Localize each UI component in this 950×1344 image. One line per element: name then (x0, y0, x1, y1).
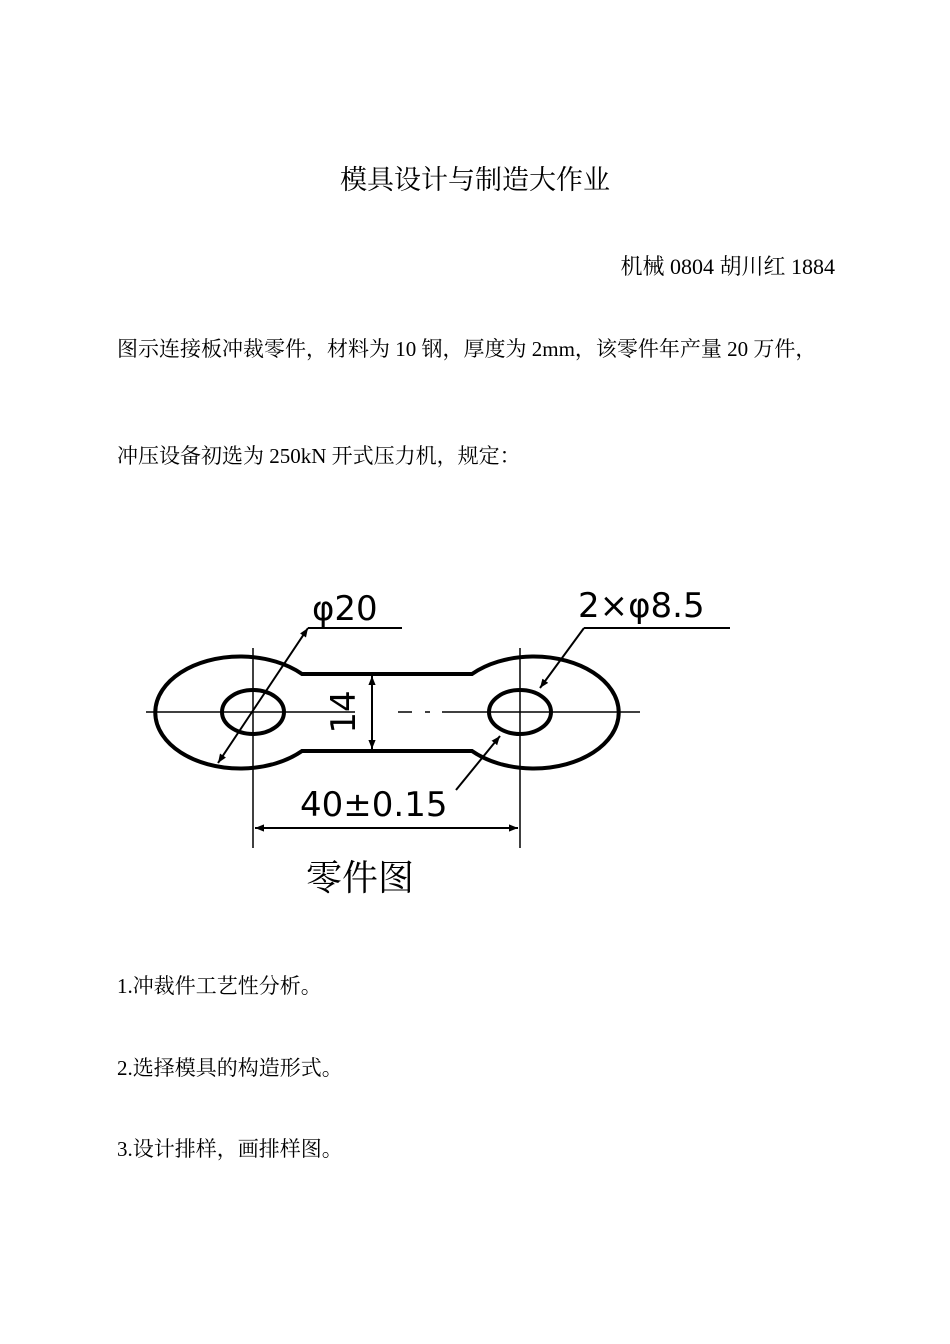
dim-center-distance: 40±0.15 (300, 785, 448, 825)
document-title: 模具设计与制造大作业 (340, 165, 610, 195)
dim-phi20: φ20 (312, 589, 378, 629)
problem-paragraph-1: 图示连接板冲裁零件，材料为 10 钢，厚度为 2mm，该零件年产量 20 万件， (117, 337, 817, 361)
question-1: 1.冲裁件工艺性分析。 (117, 974, 322, 998)
part-drawing (130, 575, 750, 905)
problem-paragraph-2: 冲压设备初选为 250kN 开式压力机，规定： (117, 444, 521, 468)
question-3: 3.设计排样，画排样图。 (117, 1137, 343, 1161)
question-2: 2.选择模具的构造形式。 (117, 1056, 343, 1080)
drawing-caption: 零件图 (306, 858, 415, 899)
author-line: 机械 0804 胡川红 1884 (620, 254, 835, 279)
dim-holes: 2×φ8.5 (578, 586, 705, 626)
dim-width: 14 (324, 690, 364, 734)
